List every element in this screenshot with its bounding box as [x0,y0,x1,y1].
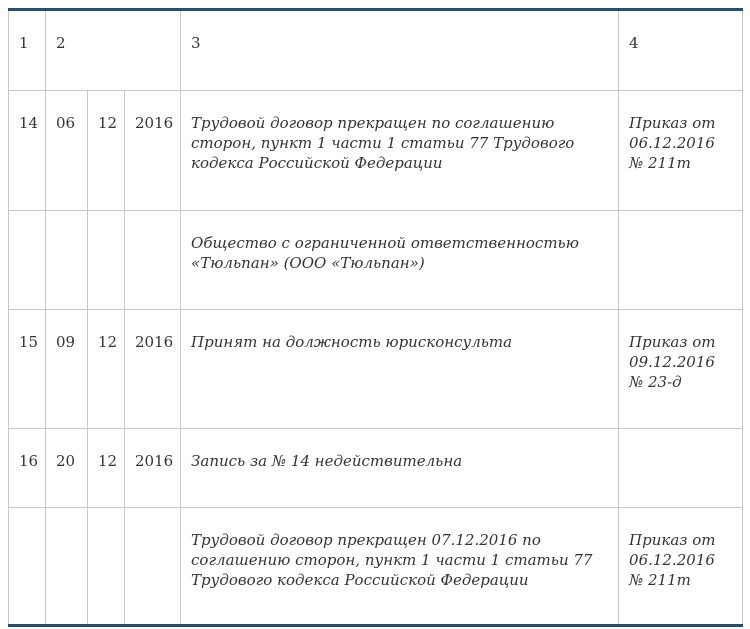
record-year: 2016 [125,91,181,211]
record-basis: Приказ от 09.12.2016 № 23-д [619,310,743,429]
table-row [9,429,743,508]
record-number [9,211,46,310]
record-month: 12 [88,91,125,211]
record-year [125,508,181,626]
table-row [9,211,743,310]
record-number: 14 [9,91,46,211]
table-row [9,91,743,211]
header-cell: 4 [619,10,743,91]
record-text: Запись за № 14 недействительна [181,429,619,508]
record-year: 2016 [125,429,181,508]
record-day [46,211,88,310]
table-header-row [9,10,743,91]
record-month: 12 [88,310,125,429]
record-year [125,211,181,310]
record-text: Принят на должность юрисконсульта [181,310,619,429]
record-month [88,211,125,310]
record-number: 15 [9,310,46,429]
record-month [88,508,125,626]
record-text: Трудовой договор прекращен 07.12.2016 по соглашению сторон, пункт 1 части 1 статьи 77 Трудового кодекса Российской Федерации [181,508,619,626]
record-text: Трудовой договор прекращен по соглашению сторон, пункт 1 части 1 статьи 77 Трудового кодекса Российской Федерации [181,91,619,211]
record-basis [619,211,743,310]
record-day: 06 [46,91,88,211]
record-day: 09 [46,310,88,429]
record-day: 20 [46,429,88,508]
table-row [9,508,743,626]
record-text: Общество с ограниченной ответственностью «Тюльпан» (ООО «Тюльпан») [181,211,619,310]
work-record-table [8,8,743,627]
record-basis [619,429,743,508]
record-number: 16 [9,429,46,508]
record-month: 12 [88,429,125,508]
record-day [46,508,88,626]
header-cell: 1 [9,10,46,91]
record-number [9,508,46,626]
record-basis: Приказ от 06.12.2016 № 211т [619,508,743,626]
table-row [9,310,743,429]
record-basis: Приказ от 06.12.2016 № 211т [619,91,743,211]
header-cell: 3 [181,10,619,91]
header-cell: 2 [46,10,181,91]
record-year: 2016 [125,310,181,429]
